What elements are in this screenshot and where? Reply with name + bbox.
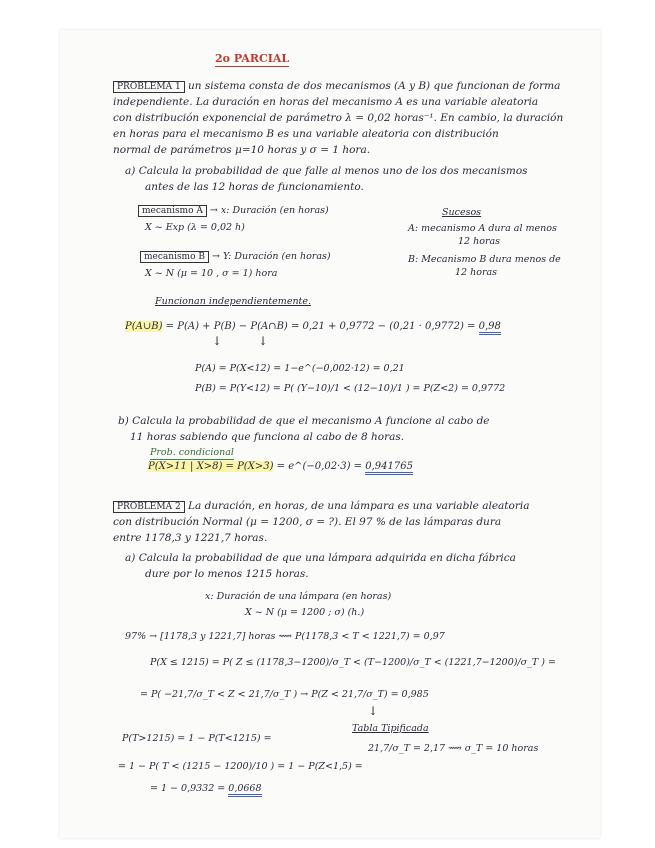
event-b-line-2: 12 horas [455,267,498,278]
problem1-label: PROBLEMA 1 [113,81,185,93]
events-heading: Sucesos [442,207,482,218]
lamp-variable-def: x: Duración de una lámpara (en horas) [205,591,392,602]
symmetric-equation: = P( −21,7/σ_T < Z < 21,7/σ_T ) → P(Z < 21,7/σ_T) = 0,985 [140,689,429,700]
down-arrow-icon: ↓ [212,334,223,348]
down-arrow-icon: ↓ [368,704,379,718]
mechanism-b-distribution: X ~ N (μ = 10 , σ = 1) hora [145,268,278,279]
problem1-line-1: PROBLEMA 1 un sistema consta de dos mecanismos (A y B) que funcionan de forma [113,80,560,94]
problem1-line-5: normal de parámetros μ=10 horas y σ = 1 hora. [113,144,371,156]
problem1-question-a-1: a) Calcula la probabilidad de que falle al menos uno de los dos mecanismos [125,165,528,177]
problem2-question-a-1: a) Calcula la probabilidad de que una lámpara adquirida en dicha fábrica [125,552,516,564]
independence-note: Funcionan independientemente. [155,296,312,307]
union-result: 0,98 [479,321,501,335]
problem1-question-b-2: 11 horas sabiendo que funciona al cabo de 8 horas. [130,431,405,443]
interval-equation: 97% → [1178,3 y 1221,7] horas ⟿ P(1178,3 < T < 1221,7) = 0,97 [125,631,445,642]
union-equation: P(A∪B) = P(A) + P(B) − P(A∩B) = 0,21 + 0,9772 − (0,21 · 0,9772) = 0,98 [125,320,501,333]
standardize-equation: P(X ≤ 1215) = P( Z ≤ (1178,3−1200)/σ_T < (T−1200)/σ_T < (1221,7−1200)/σ_T ) = [150,657,556,668]
problem2-line-2: con distribución Normal (μ = 1200, σ = ?). El 97 % de las lámparas dura [113,516,502,528]
conditional-label: Prob. condicional [150,447,234,458]
event-b-line-1: B: Mecanismo B dura menos de [408,254,561,265]
problem2-label: PROBLEMA 2 [113,501,185,513]
problem2-question-a-2: dure por lo menos 1215 horas. [145,568,309,580]
complement-equation: P(T>1215) = 1 − P(T<1215) = [122,733,272,744]
down-arrow-icon: ↓ [258,334,269,348]
problem2-line-1: PROBLEMA 2 La duración, en horas, de una lámpara es una variable aleatoria [113,500,529,514]
page-title: 2o PARCIAL [215,52,290,65]
event-a-line-1: A: mecanismo A dura al menos [408,223,557,234]
conditional-lhs: P(X>11 | X>8) = P(X>3) [148,461,274,472]
event-a-line-2: 12 horas [458,236,501,247]
prob-b-equation: P(B) = P(Y<12) = P( (Y−10)/1 < (12−10)/1 ) = P(Z<2) = 0,9772 [195,383,506,394]
final-result: 0,0668 [228,783,261,797]
problem1-line-4: en horas para el mecanismo B es una variable aleatoria con distribución [113,128,499,140]
problem2-line-3: entre 1178,3 y 1221,7 horas. [113,532,268,544]
final-standardize: = 1 − P( T < (1215 − 1200)/10 ) = 1 − P(Z<1,5) = [118,761,363,772]
problem1-line-3: con distribución exponencial de parámetro λ = 0,02 horas⁻¹. En cambio, la duración [113,112,564,124]
mechanism-b-row: mecanismo B → Y: Duración (en horas) [140,250,331,264]
mechanism-a-distribution: X ~ Exp (λ = 0,02 h) [145,222,245,233]
problem1-question-a-2: antes de las 12 horas de funcionamiento. [145,181,364,193]
final-computation: = 1 − 0,9332 = 0,0668 [150,782,262,795]
table-note: Tabla Tipificada [352,723,429,734]
mechanism-a-row: mecanismo A → x: Duración (en horas) [138,204,329,218]
conditional-equation: P(X>11 | X>8) = P(X>3) = e^(−0,02·3) = 0,941765 [148,460,413,473]
problem1-question-b-1: b) Calcula la probabilidad de que el mecanismo A funcione al cabo de [118,415,490,427]
mechanism-b-box: mecanismo B [140,251,209,263]
prob-a-equation: P(A) = P(X<12) = 1−e^(−0,002·12) = 0,21 [195,363,405,374]
union-lhs: P(A∪B) [125,321,163,332]
problem1-line-2: independiente. La duración en horas del mecanismo A es una variable aleatoria [113,96,539,108]
mechanism-a-box: mecanismo A [138,205,207,217]
conditional-result: 0,941765 [365,461,413,475]
lamp-distribution: X ~ N (μ = 1200 ; σ) (h.) [245,607,365,618]
sigma-solution: 21,7/σ_T = 2,17 ⟿ σ_T = 10 horas [368,743,539,754]
